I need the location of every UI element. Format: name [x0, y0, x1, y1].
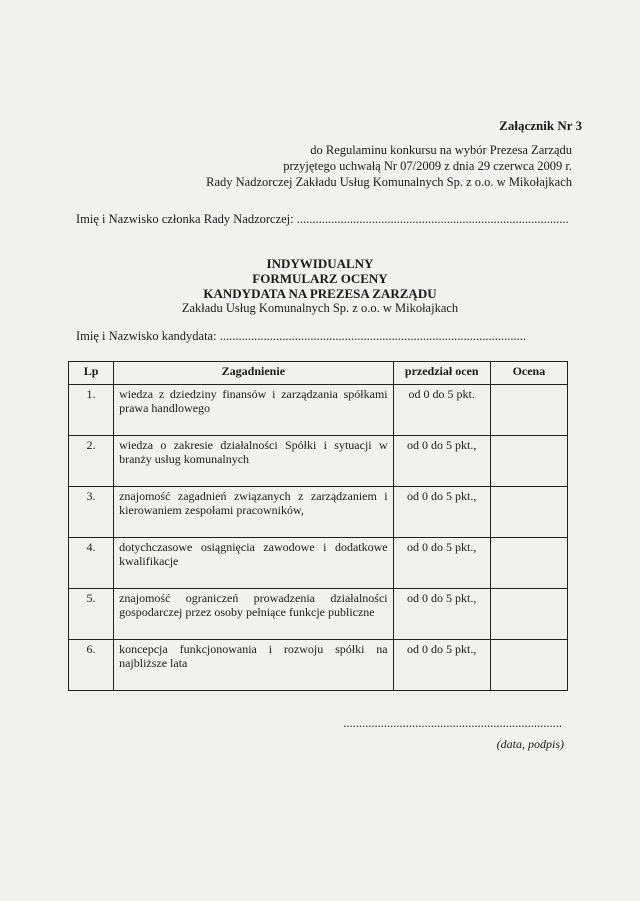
annex-title: Załącznik Nr 3: [499, 118, 582, 133]
evaluation-table: [68, 361, 568, 691]
table-row: [69, 487, 568, 538]
row-topic: wiedza z dziedziny finansów i zarządzania spółkami prawa handlowego: [114, 385, 394, 436]
regulation-line-1: do Regulaminu konkursu na wybór Prezesa Zarządu: [310, 143, 572, 157]
regulation-line-3: Rady Nadzorczej Zakładu Usług Komunalnych Sp. z o.o. w Mikołajkach: [206, 175, 572, 189]
member-name-field[interactable]: .......................................................................................: [296, 212, 569, 226]
row-range: od 0 do 5 pkt.: [393, 385, 490, 436]
regulation-line-2: przyjętego uchwałą Nr 07/2009 z dnia 29 czerwca 2009 r.: [283, 159, 572, 173]
signature-field[interactable]: ......................................................................: [343, 716, 562, 730]
row-lp: 5.: [69, 589, 114, 640]
header-topic: Zagadnienie: [114, 362, 394, 385]
candidate-name-field[interactable]: ..................................................................................................: [219, 329, 526, 343]
candidate-name-label: Imię i Nazwisko kandydata:: [76, 329, 217, 343]
table-row: [69, 538, 568, 589]
row-lp: 6.: [69, 640, 114, 691]
row-topic: wiedza o zakresie działalności Spółki i sytuacji w branży usług komunalnych: [114, 436, 394, 487]
row-score-cell[interactable]: [490, 538, 567, 589]
row-range: od 0 do 5 pkt.,: [393, 640, 490, 691]
form-title-line-4: Zakładu Usług Komunalnych Sp. z o.o. w Mikołajkach: [181, 301, 459, 315]
row-topic: znajomość zagadnień związanych z zarządzaniem i kierowaniem zespołami pracowników,: [114, 487, 394, 538]
row-lp: 1.: [69, 385, 114, 436]
table-row: [69, 436, 568, 487]
row-score-cell[interactable]: [490, 436, 567, 487]
table-row: [69, 589, 568, 640]
form-title-line-1: INDYWIDUALNY: [266, 256, 374, 271]
table-header-row: [69, 362, 568, 385]
signature-caption: (data, podpis): [496, 737, 564, 751]
form-title: [0, 256, 640, 316]
header-lp: Lp: [69, 362, 114, 385]
member-name-line: [76, 212, 569, 227]
form-title-line-3: KANDYDATA NA PREZESA ZARZĄDU: [203, 286, 437, 301]
header-range: przedział ocen: [393, 362, 490, 385]
row-lp: 2.: [69, 436, 114, 487]
table-row: [69, 385, 568, 436]
row-score-cell[interactable]: [490, 385, 567, 436]
row-lp: 3.: [69, 487, 114, 538]
row-lp: 4.: [69, 538, 114, 589]
row-topic: dotychczasowe osiągnięcia zawodowe i dodatkowe kwalifikacje: [114, 538, 394, 589]
table-row: [69, 640, 568, 691]
row-range: od 0 do 5 pkt.,: [393, 589, 490, 640]
row-range: od 0 do 5 pkt.,: [393, 436, 490, 487]
form-title-line-2: FORMULARZ OCENY: [252, 271, 388, 286]
regulation-reference: [206, 142, 572, 190]
row-range: od 0 do 5 pkt.,: [393, 538, 490, 589]
row-range: od 0 do 5 pkt.,: [393, 487, 490, 538]
row-score-cell[interactable]: [490, 487, 567, 538]
member-name-label: Imię i Nazwisko członka Rady Nadzorczej:: [76, 212, 294, 226]
candidate-name-line: [76, 329, 526, 344]
row-score-cell[interactable]: [490, 640, 567, 691]
header-score: Ocena: [490, 362, 567, 385]
row-topic: koncepcja funkcjonowania i rozwoju spółki na najbliższe lata: [114, 640, 394, 691]
row-topic: znajomość ograniczeń prowadzenia działalności gospodarczej przez osoby pełniące funkcje publiczne: [114, 589, 394, 640]
row-score-cell[interactable]: [490, 589, 567, 640]
